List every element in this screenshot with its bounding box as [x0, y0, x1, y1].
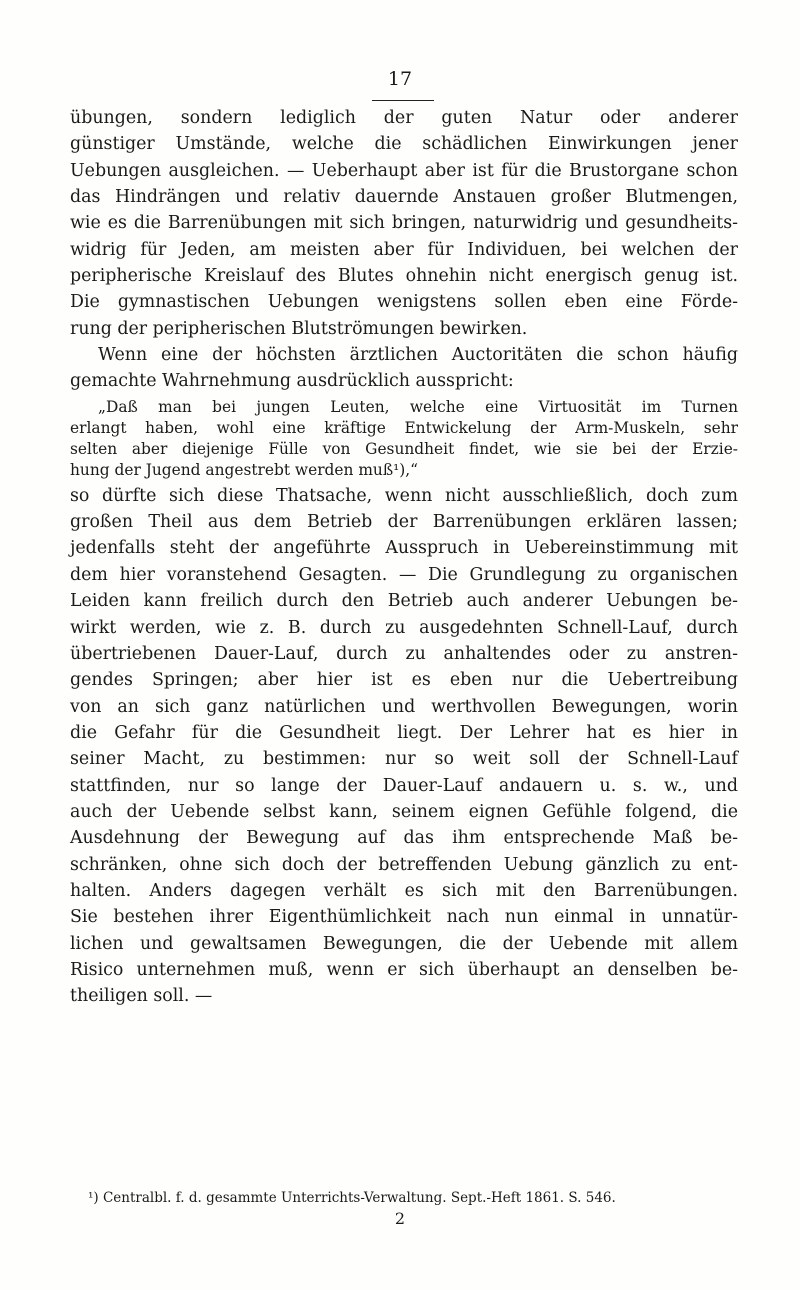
body-text: [70, 105, 738, 1010]
quote-line: selten aber diejenige Fülle von Gesundheit findet, wie sie bei der Erzie-: [70, 439, 738, 458]
page-number: 17: [387, 68, 413, 90]
quote-line: „Daß man bei jungen Leuten, welche eine Virtuosität im Turnen: [98, 397, 738, 416]
footnote: ¹) Centralbl. f. d. gesammte Unterrichts-Verwaltung. Sept.-Heft 1861. S. 546.: [88, 1190, 616, 1206]
text-line: günstiger Umstände, welche die schädlichen Einwirkungen jener: [70, 134, 738, 155]
quote-line: hung der Jugend angestrebt werden muß¹),“: [70, 460, 419, 479]
text-line: jedenfalls steht der angeführte Ausspruch in Uebereinstimmung mit: [70, 538, 738, 559]
text-line: stattfinden, nur so lange der Dauer-Lauf andauern u. s. w., und: [70, 775, 738, 796]
text-line: dem hier voranstehend Gesagten. — Die Grundlegung zu organischen: [70, 564, 738, 585]
text-line: seiner Macht, zu bestimmen: nur so weit soll der Schnell-Lauf: [70, 749, 738, 770]
header-rule: [372, 100, 434, 101]
text-line: auch der Uebende selbst kann, seinem eignen Gefühle folgend, die: [70, 801, 738, 822]
text-line: wie es die Barrenübungen mit sich bringen, naturwidrig und gesundheits-: [70, 213, 738, 234]
text-line: wirkt werden, wie z. B. durch zu ausgedehnten Schnell-Lauf, durch: [70, 617, 738, 638]
text-line: großen Theil aus dem Betrieb der Barrenübungen erklären lassen;: [70, 512, 738, 533]
text-line: Uebungen ausgleichen. — Ueberhaupt aber ist für die Brustorgane schon: [70, 160, 738, 181]
text-line: Leiden kann freilich durch den Betrieb auch anderer Uebungen be-: [70, 591, 738, 612]
text-line: Die gymnastischen Uebungen wenigstens sollen eben eine Förde-: [70, 292, 738, 313]
text-line: theiligen soll. —: [70, 986, 213, 1007]
text-line: peripherische Kreislauf des Blutes ohnehin nicht energisch genug ist.: [70, 266, 738, 287]
text-line: übertriebenen Dauer-Lauf, durch zu anhaltendes oder zu anstren-: [70, 643, 738, 664]
paragraph-1: [70, 105, 738, 395]
text-line: Ausdehnung der Bewegung auf das ihm entsprechende Maß be-: [70, 828, 738, 849]
text-line: Sie bestehen ihrer Eigenthümlichkeit nach nun einmal in unnatür-: [70, 907, 738, 928]
text-line: schränken, ohne sich doch der betreffenden Uebung gänzlich zu ent-: [70, 854, 738, 875]
text-line: von an sich ganz natürlichen und werthvollen Bewegungen, worin: [70, 696, 738, 717]
paragraph-2: [70, 483, 738, 1010]
text-line: übungen, sondern lediglich der guten Natur oder anderer: [70, 108, 738, 128]
text-line: so dürfte sich diese Thatsache, wenn nicht ausschließlich, doch zum: [70, 485, 738, 506]
text-line: gemachte Wahrnehmung ausdrücklich ausspricht:: [70, 371, 514, 392]
quote-line: erlangt haben, wohl eine kräftige Entwickelung der Arm-Muskeln, sehr: [70, 418, 738, 437]
text-line: die Gefahr für die Gesundheit liegt. Der Lehrer hat es hier in: [70, 722, 738, 743]
text-line: widrig für Jeden, am meisten aber für Individuen, bei welchen der: [70, 239, 738, 260]
text-line: gendes Springen; aber hier ist es eben nur die Uebertreibung: [70, 670, 738, 691]
text-line: lichen und gewaltsamen Bewegungen, die der Uebende mit allem: [70, 933, 738, 954]
text-line: Wenn eine der höchsten ärztlichen Auctoritäten die schon häufig: [98, 345, 738, 366]
block-quote: [70, 397, 738, 481]
text-line: Risico unternehmen muß, wenn er sich überhaupt an denselben be-: [70, 959, 738, 980]
text-line: halten. Anders dagegen verhält es sich mit den Barrenübungen.: [70, 880, 738, 901]
text-line: das Hindrängen und relativ dauernde Anstauen großer Blutmengen,: [70, 187, 738, 208]
text-line: rung der peripherischen Blutströmungen bewirken.: [70, 318, 528, 339]
signature-mark: 2: [394, 1209, 406, 1228]
